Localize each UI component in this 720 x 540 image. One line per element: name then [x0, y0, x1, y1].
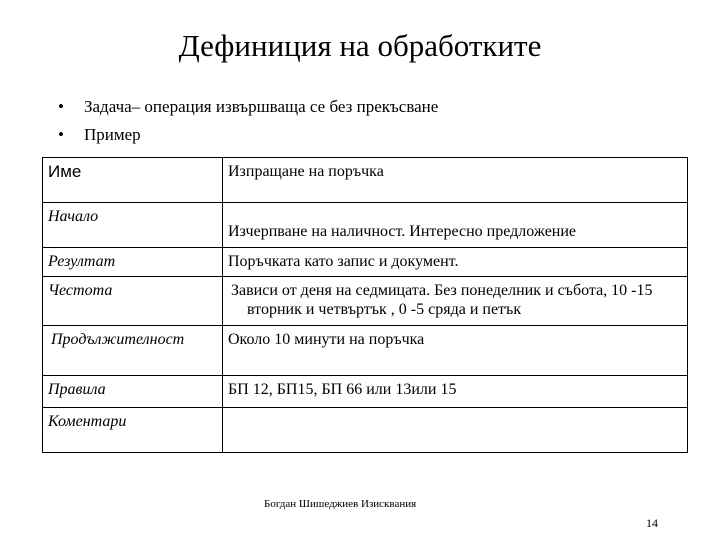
row-label: Резултат [43, 248, 223, 277]
table-row [43, 408, 688, 453]
row-label: Продължителност [43, 326, 223, 376]
row-label: Честота [43, 277, 223, 326]
table-row [43, 158, 688, 203]
row-value: Около 10 минути на поръчка [223, 326, 688, 376]
footer-text: Богдан Шишеджиев Изисквания [264, 498, 417, 510]
table-row [43, 248, 688, 277]
row-label: Коментари [43, 408, 223, 453]
row-value: Изчерпване на наличност. Интересно предложение [223, 203, 688, 248]
bullet-item [58, 125, 141, 145]
row-label: Начало [43, 203, 223, 248]
row-value: БП 12, БП15, БП 66 или 13или 15 [223, 376, 688, 408]
bullet-text: Пример [84, 125, 141, 144]
row-value [223, 408, 688, 453]
row-value: Изпращане на поръчка [223, 158, 688, 203]
row-value: Поръчката като запис и документ. [223, 248, 688, 277]
row-label: Правила [43, 376, 223, 408]
table-row [43, 376, 688, 408]
process-definition-table [42, 157, 688, 453]
bullet-icon: • [58, 97, 64, 116]
slide-title: Дефиниция на обработките [178, 28, 542, 63]
table-row [43, 203, 688, 248]
row-label: Име [43, 158, 223, 203]
bullet-item [58, 97, 438, 117]
bullet-text: Задача– операция извършваща се без прекъсване [84, 97, 439, 116]
row-value: Зависи от деня на седмицата. Без понеделник и събота, 10 -15 вторник и четвъртък , 0 -5 сряда и петък [223, 277, 688, 326]
table-row [43, 277, 688, 326]
table-row [43, 326, 688, 376]
page-number: 14 [646, 516, 658, 530]
bullet-icon: • [58, 125, 64, 144]
